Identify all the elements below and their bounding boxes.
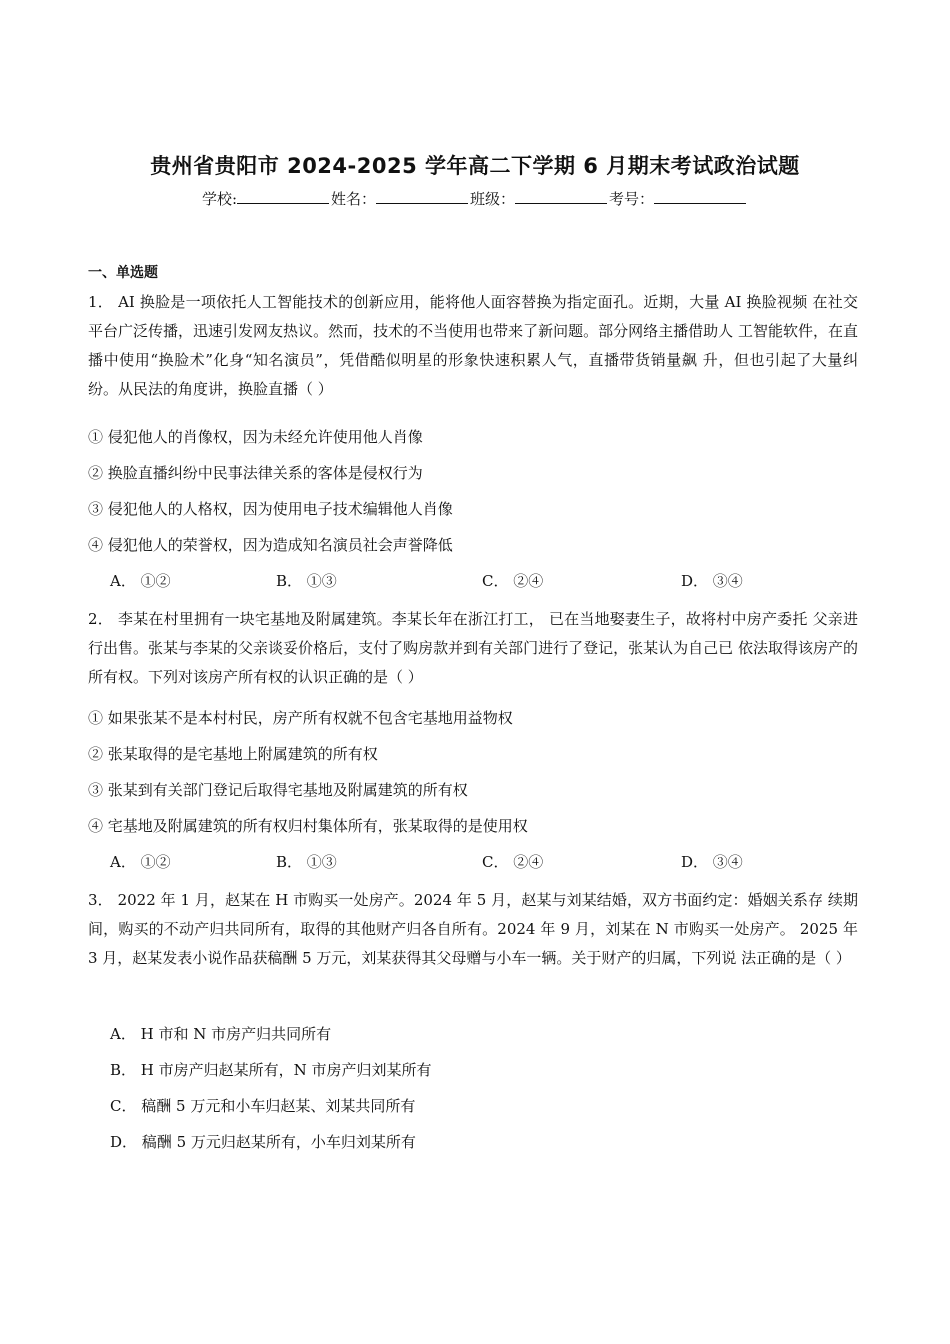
question-1-statement-2: ② 换脸直播纠纷中民事法律关系的客体是侵权行为 — [88, 464, 423, 482]
exam-number-label: 考号： — [609, 190, 655, 208]
question-3-option-a[interactable]: A． H 市和 N 市房产归共同所有 — [110, 1025, 332, 1043]
question-3-text: 3． 2022 年 1 月，赵某在 H 市购买一处房产。2024 年 5 月，赵某与刘某结婚，双方书面约定：婚姻关系存 续期间，购买的不动产归共同所有，取得的其他财产归各自所有。2024 年 9 月，刘某在 N 市购买一处房产。 2025 年 3 月，赵某发表小说作品获稿酬 5 万元，刘某获得其父母赠与小车一辆。关于财产的归属，下列说 法正确的是（ ） — [88, 891, 858, 967]
question-2-option-c[interactable]: C． ②④ — [482, 853, 544, 871]
question-2-statement-3: ③ 张某到有关部门登记后取得宅基地及附属建筑的所有权 — [88, 781, 468, 799]
page-title: 贵州省贵阳市 2024-2025 学年高二下学期 6 月期末考试政治试题 — [150, 154, 800, 178]
question-1-option-c[interactable]: C． ②④ — [482, 572, 544, 590]
question-2-statement-1: ① 如果张某不是本村村民，房产所有权就不包含宅基地用益物权 — [88, 709, 513, 727]
name-label: 姓名： — [331, 190, 377, 208]
question-2-statement-2: ② 张某取得的是宅基地上附属建筑的所有权 — [88, 745, 378, 763]
question-2-option-b[interactable]: B． ①③ — [276, 853, 337, 871]
question-2-option-a[interactable]: A． ①② — [110, 853, 171, 871]
exam-number-blank[interactable] — [654, 191, 746, 204]
question-1-statement-4: ④ 侵犯他人的荣誉权，因为造成知名演员社会声誉降低 — [88, 536, 453, 554]
name-blank[interactable] — [376, 191, 468, 204]
question-1-text: 1． AI 换脸是一项依托人工智能技术的创新应用，能将他人面容替换为指定面孔。近期，大量 AI 换脸视频 在社交平台广泛传播，迅速引发网友热议。然而，技术的不当使用也带来了新问题。部分网络主播借助人 工智能软件，在直播中使用“换脸术”化身“知名演员”，凭借酷似明星的形象快速积累人气，直播带货销量飙 升，但也引起了大量纠纷。从民法的角度讲，换脸直播（ ） — [88, 293, 858, 398]
question-1-statement-3: ③ 侵犯他人的人格权，因为使用电子技术编辑他人肖像 — [88, 500, 453, 518]
question-1-option-b[interactable]: B． ①③ — [276, 572, 337, 590]
question-1-statement-1: ① 侵犯他人的肖像权，因为未经允许使用他人肖像 — [88, 428, 423, 446]
school-label: 学校: — [201, 190, 237, 208]
question-2-statement-4: ④ 宅基地及附属建筑的所有权归村集体所有，张某取得的是使用权 — [88, 817, 528, 835]
question-1-option-a[interactable]: A． ①② — [110, 572, 171, 590]
school-blank[interactable] — [237, 191, 329, 204]
question-3-option-c[interactable]: C． 稿酬 5 万元和小车归赵某、刘某共同所有 — [110, 1097, 416, 1115]
section-heading: 一、单选题 — [88, 265, 158, 281]
question-2-text: 2． 李某在村里拥有一块宅基地及附属建筑。李某长年在浙江打工， 已在当地娶妻生子，故将村中房产委托 父亲进行出售。张某与李某的父亲谈妥价格后，支付了购房款并到有关部门进行了登记，张某认为自己已 依法取得该房产的所有权。下列对该房产所有权的认识正确的是（ ） — [88, 610, 858, 686]
question-2-option-d[interactable]: D． ③④ — [681, 853, 743, 871]
class-label: 班级： — [470, 190, 516, 208]
student-info-line — [0, 188, 950, 209]
question-1-option-d[interactable]: D． ③④ — [681, 572, 743, 590]
question-3-option-b[interactable]: B． H 市房产归赵某所有，N 市房产归刘某所有 — [110, 1061, 432, 1079]
question-3-option-d[interactable]: D． 稿酬 5 万元归赵某所有，小车归刘某所有 — [110, 1133, 416, 1151]
class-blank[interactable] — [515, 191, 607, 204]
